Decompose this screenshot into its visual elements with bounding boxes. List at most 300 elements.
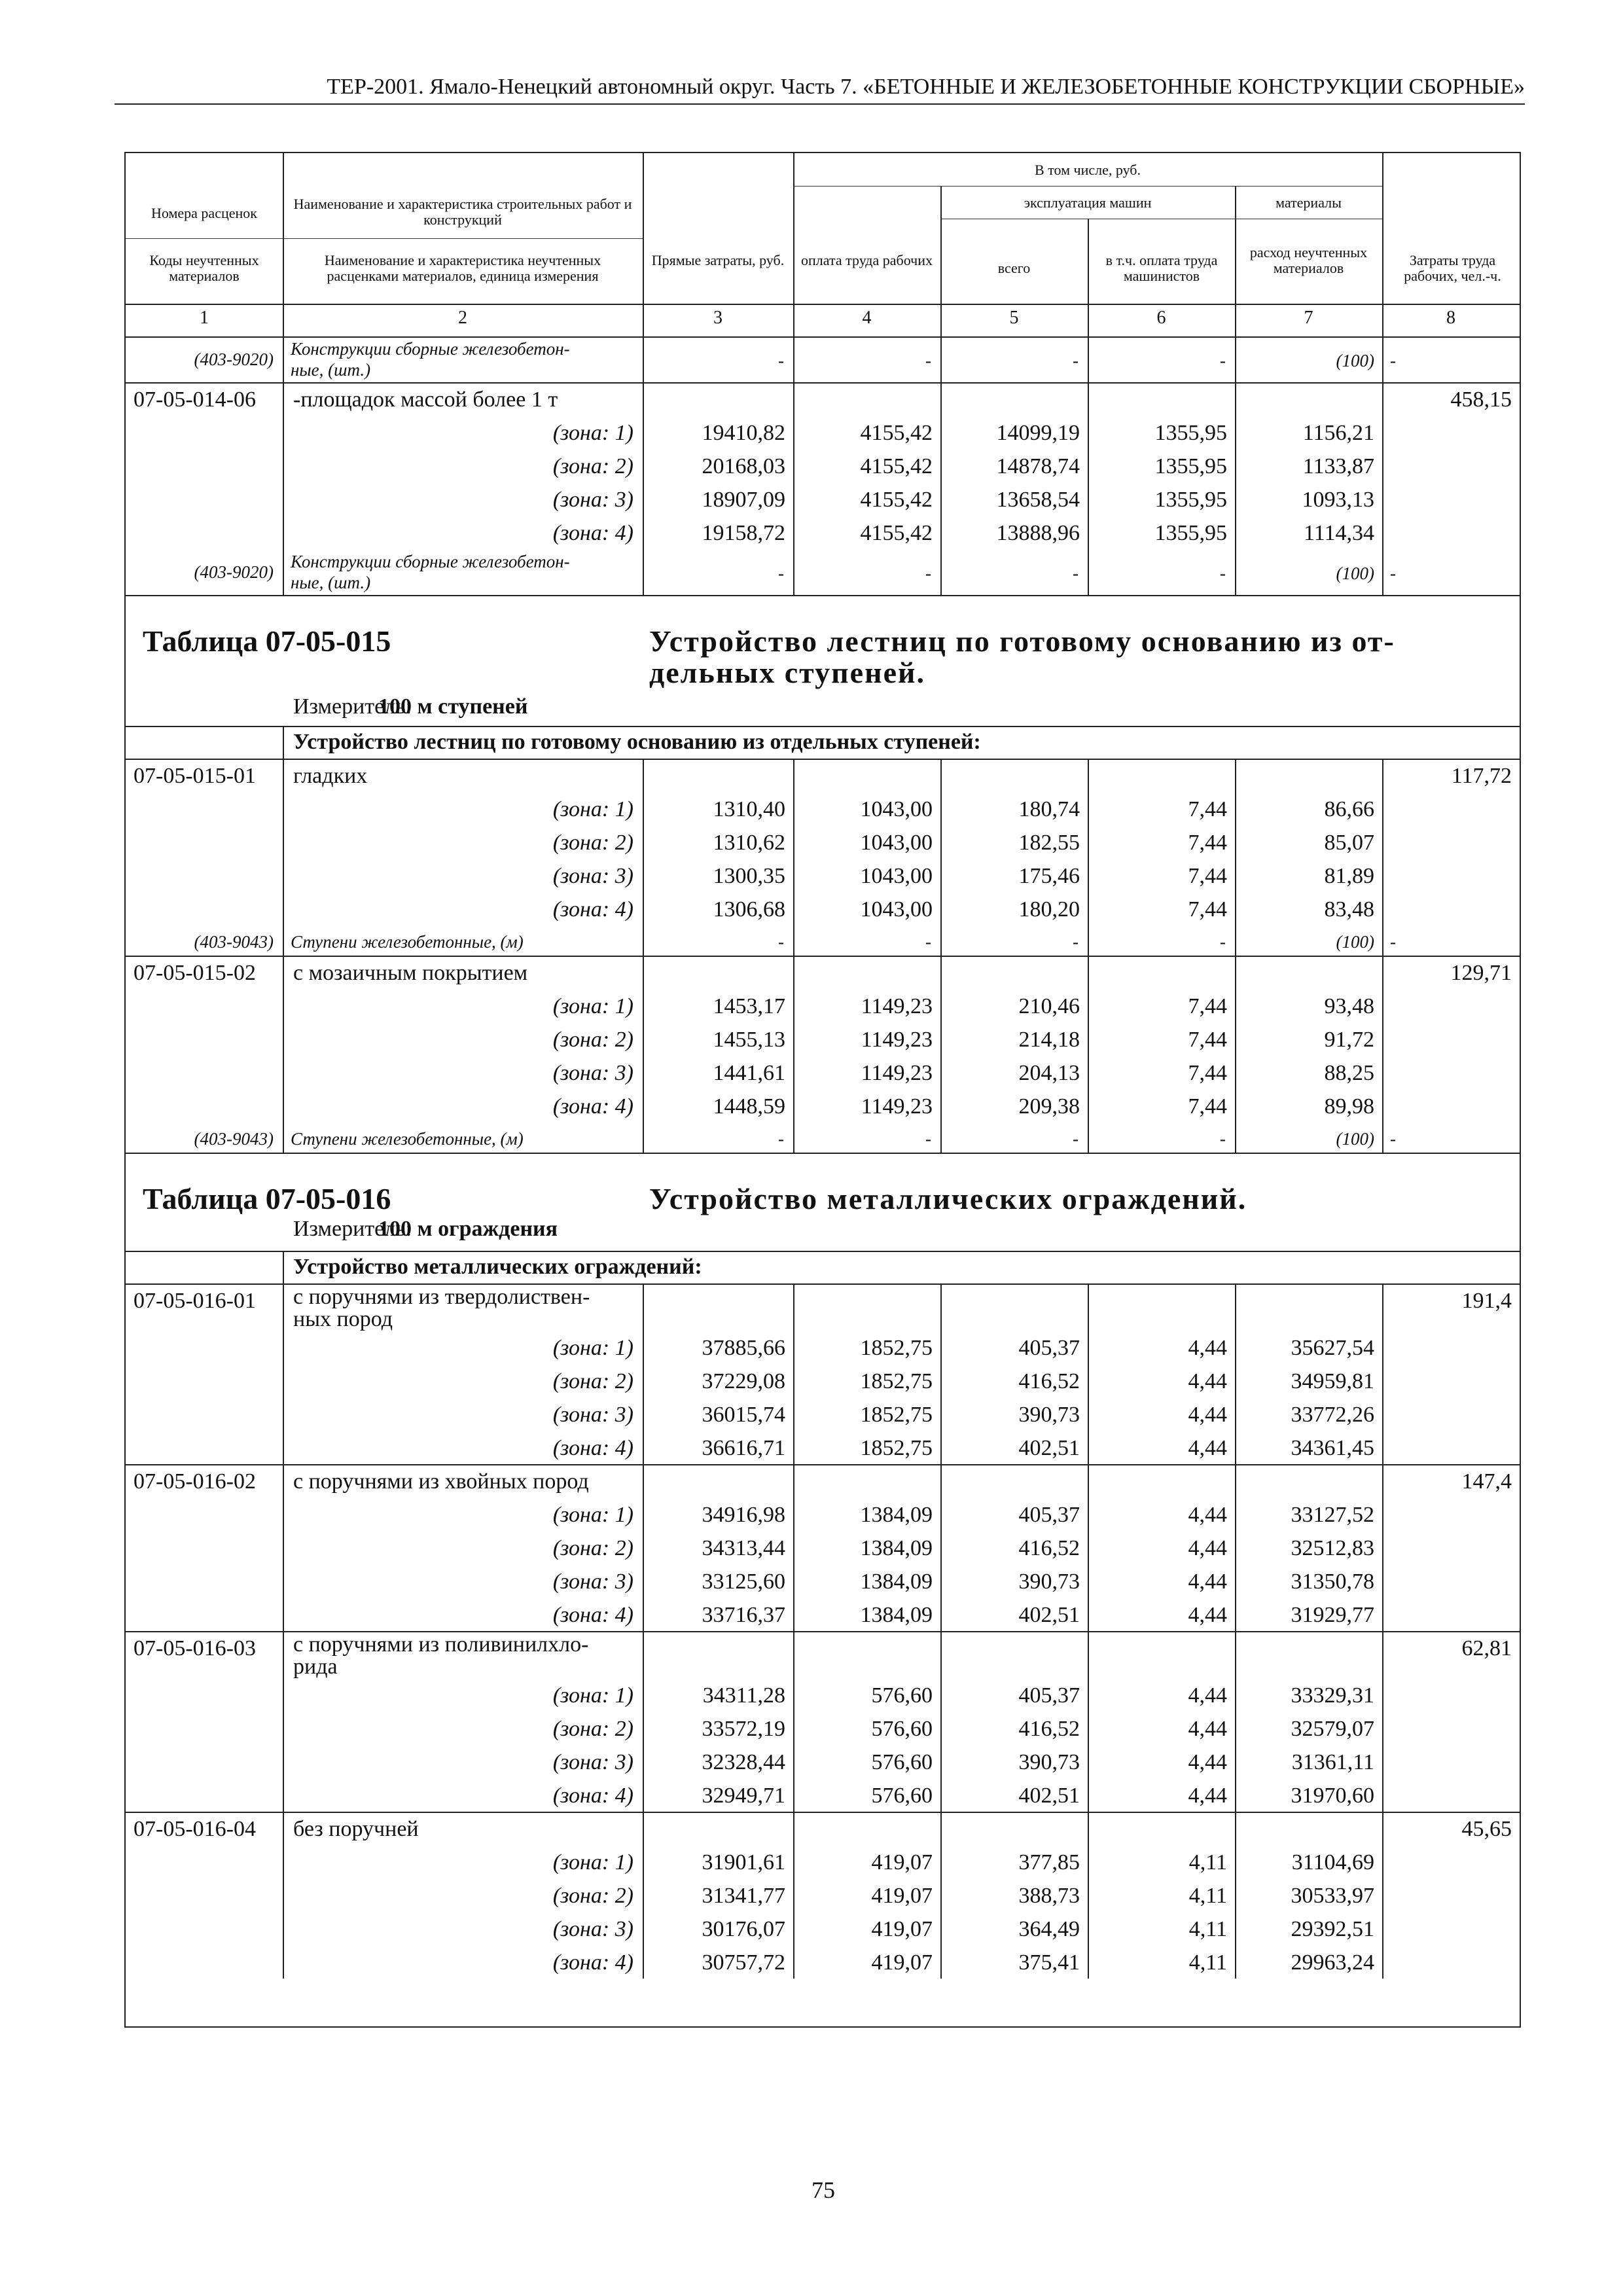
material-dash: - [1220, 351, 1226, 370]
machine-cost: 180,20 [1018, 897, 1080, 922]
column-divider [940, 956, 942, 1122]
column-divider [1088, 336, 1089, 382]
machinist-wage: 4,44 [1188, 1369, 1227, 1393]
worker-wage: 1852,75 [860, 1336, 933, 1360]
machine-cost: 388,73 [1018, 1884, 1080, 1908]
worker-wage: 1149,23 [861, 994, 933, 1018]
machine-cost: 210,46 [1018, 994, 1080, 1018]
direct-cost: 19158,72 [702, 521, 785, 545]
machine-cost: 182,55 [1018, 831, 1080, 855]
zone-label: (зона: 4) [552, 1603, 633, 1627]
material-cost: 33127,52 [1291, 1503, 1374, 1527]
material-cost: 29392,51 [1291, 1917, 1374, 1941]
material-cost: 31361,11 [1291, 1750, 1374, 1774]
column-divider [643, 956, 644, 1122]
unit-value: 100 м ступеней [378, 694, 528, 719]
column-divider [940, 1122, 942, 1153]
zone-label: (зона: 4) [552, 1094, 633, 1119]
column-divider [1235, 956, 1236, 1122]
material-dash: - [778, 1129, 784, 1149]
material-cost: 31350,78 [1291, 1570, 1374, 1594]
machine-cost: 204,13 [1018, 1061, 1080, 1085]
machinist-wage: 7,44 [1188, 1061, 1227, 1085]
running-header [115, 64, 1525, 105]
machine-cost: 416,52 [1018, 1536, 1080, 1560]
worker-wage: 576,60 [871, 1717, 933, 1741]
rate-labor: 147,4 [1461, 1469, 1512, 1494]
material-cost: 83,48 [1324, 897, 1374, 922]
zone-label: (зона: 3) [552, 1403, 633, 1427]
direct-cost: 1310,40 [713, 797, 785, 821]
machine-cost: 13888,96 [996, 521, 1080, 545]
machinist-wage: 7,44 [1188, 1094, 1227, 1119]
rate-name: рида [293, 1655, 338, 1679]
column-divider [1382, 1631, 1383, 1812]
machine-cost: 402,51 [1018, 1603, 1080, 1627]
rate-name: без поручней [293, 1817, 419, 1841]
direct-cost: 36616,71 [702, 1436, 785, 1460]
material-name: Ступени железобетонные, (м) [291, 1129, 524, 1149]
rate-top-line [126, 759, 1520, 760]
material-dash: - [1390, 351, 1396, 370]
rate-code: 07-05-015-02 [134, 961, 256, 985]
rate-code: 07-05-015-01 [134, 764, 256, 788]
machinist-wage: 1355,95 [1154, 521, 1227, 545]
column-divider [283, 1283, 284, 1464]
worker-wage: 419,07 [871, 1850, 933, 1874]
machinist-wage: 7,44 [1188, 864, 1227, 888]
direct-cost: 1453,17 [713, 994, 785, 1018]
zone-label: (зона: 2) [552, 1028, 633, 1052]
material-cost: 31104,69 [1291, 1850, 1374, 1874]
zone-label: (зона: 3) [552, 1750, 633, 1774]
column-divider [1088, 1631, 1089, 1812]
column-number: 8 [1446, 308, 1455, 328]
column-divider [643, 1122, 644, 1153]
rate-top-line [126, 1464, 1520, 1465]
material-name: ные, (шт.) [291, 360, 371, 380]
worker-wage: 4155,42 [860, 521, 933, 545]
machinist-wage: 4,44 [1188, 1336, 1227, 1360]
header-col5: всего [997, 260, 1031, 276]
zone-label: (зона: 1) [552, 994, 633, 1018]
column-divider [283, 549, 284, 595]
header-divider [793, 186, 1382, 187]
section-line [126, 726, 1520, 727]
column-number: 5 [1009, 308, 1019, 328]
material-cost: 33772,26 [1291, 1403, 1374, 1427]
column-divider [1235, 1631, 1236, 1812]
rate-labor: 458,15 [1450, 387, 1512, 412]
material-dash: - [925, 1129, 931, 1149]
zone-label: (зона: 1) [552, 1683, 633, 1708]
column-divider [1235, 1122, 1236, 1153]
rate-labor: 62,81 [1461, 1636, 1512, 1660]
material-cost: 30533,97 [1291, 1884, 1374, 1908]
column-divider [1382, 925, 1383, 956]
rate-code: 07-05-014-06 [134, 387, 256, 412]
rate-labor: 45,65 [1461, 1817, 1512, 1841]
machinist-wage: 1355,95 [1154, 454, 1227, 478]
rate-code: 07-05-016-01 [134, 1289, 256, 1313]
material-cost: 34361,45 [1291, 1436, 1374, 1460]
rate-name: с поручнями из хвойных пород [293, 1469, 589, 1494]
zone-label: (зона: 3) [552, 1570, 633, 1594]
header-machines: эксплуатация машин [1024, 194, 1152, 211]
column-divider [1382, 1464, 1383, 1631]
machinist-wage: 4,44 [1188, 1603, 1227, 1627]
column-divider [283, 956, 284, 1122]
section-line [126, 1251, 1520, 1252]
running-title: ТЕР-2001. Ямало-Ненецкий автономный округ. Часть 7. «БЕТОННЫЕ И ЖЕЛЕЗОБЕТОННЫЕ КОНСТРУКЦИИ СБОРНЫЕ» [327, 75, 1525, 99]
material-cost: 32579,07 [1291, 1717, 1374, 1741]
material-cost: 1114,34 [1304, 521, 1374, 545]
rate-code: 07-05-016-03 [134, 1636, 256, 1660]
column-divider [643, 1464, 644, 1631]
column-divider [1382, 1283, 1383, 1464]
column-divider [793, 925, 794, 956]
rate-name: с поручнями из твердолиствен- [293, 1285, 590, 1309]
zone-label: (зона: 3) [552, 488, 633, 512]
column-divider [1235, 1283, 1236, 1464]
machine-cost: 214,18 [1018, 1028, 1080, 1052]
machine-cost: 416,52 [1018, 1369, 1080, 1393]
material-dash: - [1220, 564, 1226, 583]
machine-cost: 375,41 [1018, 1950, 1080, 1975]
column-divider [283, 925, 284, 956]
zone-label: (зона: 2) [552, 1884, 633, 1908]
column-divider [793, 549, 794, 595]
column-divider [1088, 549, 1089, 595]
rate-code: 07-05-016-02 [134, 1469, 256, 1494]
material-code: (403-9043) [194, 1129, 274, 1149]
worker-wage: 4155,42 [860, 421, 933, 445]
column-divider [283, 1812, 284, 1979]
material-dash: - [778, 564, 784, 583]
column-divider [643, 1283, 644, 1464]
machinist-wage: 7,44 [1188, 994, 1227, 1018]
column-divider [1235, 382, 1236, 549]
section-heading: Устройство металлических ограждений: [293, 1255, 702, 1279]
unit-prefix: Измеритель: [293, 1217, 412, 1241]
machinist-wage: 4,44 [1188, 1683, 1227, 1708]
column-divider [1088, 219, 1089, 304]
material-name: Конструкции сборные железобетон- [291, 339, 570, 359]
column-divider [1382, 956, 1383, 1122]
table-title: Устройство лестниц по готовому основанию из от- [649, 624, 1395, 658]
material-dash: - [1073, 351, 1079, 370]
unit-value: 100 м ограждения [378, 1217, 558, 1241]
column-divider [643, 336, 644, 382]
rate-top-line [126, 1812, 1520, 1813]
material-cost: 35627,54 [1291, 1336, 1374, 1360]
zone-label: (зона: 4) [552, 521, 633, 545]
machinist-wage: 1355,95 [1154, 488, 1227, 512]
machinist-wage: 7,44 [1188, 831, 1227, 855]
machine-cost: 14099,19 [996, 421, 1080, 445]
material-dash: - [778, 351, 784, 370]
material-cost: 33329,31 [1291, 1683, 1374, 1708]
column-divider [940, 1812, 942, 1979]
zone-label: (зона: 2) [552, 1717, 633, 1741]
zone-label: (зона: 3) [552, 864, 633, 888]
worker-wage: 1149,23 [861, 1028, 933, 1052]
material-cost: 86,66 [1324, 797, 1374, 821]
material-dash: - [925, 932, 931, 952]
column-divider [283, 1631, 284, 1812]
column-divider [793, 759, 794, 925]
worker-wage: 1149,23 [861, 1061, 933, 1085]
material-dash: - [1220, 932, 1226, 952]
material-cost: 88,25 [1324, 1061, 1374, 1085]
column-divider [940, 759, 942, 925]
zone-label: (зона: 4) [552, 1784, 633, 1808]
machine-cost: 405,37 [1018, 1683, 1080, 1708]
material-cost: 32512,83 [1291, 1536, 1374, 1560]
rate-name: -площадок массой более 1 т [293, 387, 558, 412]
material-code: (403-9043) [194, 932, 274, 952]
zone-label: (зона: 3) [552, 1061, 633, 1085]
header-col7: расход неучтенных материалов [1249, 244, 1368, 276]
rate-labor: 117,72 [1451, 764, 1512, 788]
worker-wage: 576,60 [871, 1750, 933, 1774]
material-cost: 34959,81 [1291, 1369, 1374, 1393]
material-cost: 1133,87 [1302, 454, 1374, 478]
column-divider [793, 382, 794, 549]
material-cost: 31929,77 [1291, 1603, 1374, 1627]
material-cost: 93,48 [1324, 994, 1374, 1018]
material-qty: (100) [1336, 351, 1374, 370]
machinist-wage: 4,44 [1188, 1536, 1227, 1560]
worker-wage: 1043,00 [860, 831, 933, 855]
material-cost: 91,72 [1324, 1028, 1374, 1052]
machine-cost: 209,38 [1018, 1094, 1080, 1119]
column-divider [793, 1812, 794, 1979]
direct-cost: 1448,59 [713, 1094, 785, 1119]
section-line [126, 1153, 1520, 1154]
machinist-wage: 1355,95 [1154, 421, 1227, 445]
machine-cost: 364,49 [1018, 1917, 1080, 1941]
direct-cost: 32949,71 [702, 1784, 785, 1808]
column-divider [1382, 1122, 1383, 1153]
rate-labor: 129,71 [1450, 961, 1512, 985]
direct-cost: 1441,61 [713, 1061, 785, 1085]
worker-wage: 576,60 [871, 1784, 933, 1808]
column-divider [1382, 759, 1383, 925]
machinist-wage: 4,11 [1188, 1850, 1227, 1874]
material-dash: - [1390, 1129, 1396, 1149]
column-divider [1088, 1812, 1089, 1979]
column-divider [793, 1283, 794, 1464]
material-name: Конструкции сборные железобетон- [291, 552, 570, 571]
column-divider [643, 549, 644, 595]
material-qty: (100) [1336, 1129, 1374, 1149]
worker-wage: 1149,23 [861, 1094, 933, 1119]
direct-cost: 19410,82 [702, 421, 785, 445]
worker-wage: 1384,09 [860, 1503, 933, 1527]
direct-cost: 36015,74 [702, 1403, 785, 1427]
column-divider [940, 549, 942, 595]
material-dash: - [1073, 564, 1079, 583]
header-col2-top: Наименование и характеристика строительных работ и конструкций [293, 196, 632, 228]
column-divider [1235, 549, 1236, 595]
direct-cost: 1306,68 [713, 897, 785, 922]
header-col1-bottom: Коды неучтенных материалов [149, 252, 259, 284]
direct-cost: 34313,44 [702, 1536, 785, 1560]
machinist-wage: 4,44 [1188, 1503, 1227, 1527]
machinist-wage: 4,44 [1188, 1717, 1227, 1741]
rate-name: гладких [293, 764, 368, 788]
column-number: 3 [713, 308, 722, 328]
zone-label: (зона: 1) [552, 797, 633, 821]
column-divider [643, 925, 644, 956]
column-divider [940, 336, 942, 382]
machinist-wage: 7,44 [1188, 797, 1227, 821]
zone-label: (зона: 2) [552, 1369, 633, 1393]
header-divider [126, 238, 643, 239]
column-divider [940, 925, 942, 956]
direct-cost: 1310,62 [713, 831, 785, 855]
direct-cost: 37885,66 [702, 1336, 785, 1360]
worker-wage: 1384,09 [860, 1570, 933, 1594]
zone-label: (зона: 4) [552, 897, 633, 922]
column-divider [643, 1812, 644, 1979]
zone-label: (зона: 4) [552, 1436, 633, 1460]
header-col8: Затраты труда рабочих, чел.-ч. [1404, 252, 1501, 284]
material-name: Ступени железобетонные, (м) [291, 932, 524, 952]
column-divider [940, 1631, 942, 1812]
column-divider [1382, 382, 1383, 549]
header-col3: Прямые затраты, руб. [651, 252, 785, 268]
material-dash: - [925, 351, 931, 370]
machine-cost: 175,46 [1018, 864, 1080, 888]
header-bottom-line [126, 304, 1520, 305]
section-line [126, 595, 1520, 596]
material-cost: 81,89 [1324, 864, 1374, 888]
worker-wage: 419,07 [871, 1950, 933, 1975]
rate-top-line [126, 382, 1520, 384]
direct-cost: 32328,44 [702, 1750, 785, 1774]
machinist-wage: 7,44 [1188, 897, 1227, 922]
table-label: Таблица 07-05-016 [143, 1182, 391, 1215]
machinist-wage: 4,11 [1188, 1917, 1227, 1941]
column-divider [1088, 759, 1089, 925]
direct-cost: 31901,61 [702, 1850, 785, 1874]
rate-name: с поручнями из поливинилхло- [293, 1632, 589, 1657]
column-divider [793, 956, 794, 1122]
material-dash: - [925, 564, 931, 583]
direct-cost: 33125,60 [702, 1570, 785, 1594]
machine-cost: 390,73 [1018, 1403, 1080, 1427]
header-materials: материалы [1275, 194, 1342, 211]
machinist-wage: 4,44 [1188, 1436, 1227, 1460]
direct-cost: 34311,28 [702, 1683, 785, 1708]
column-divider [940, 1283, 942, 1464]
machinist-wage: 4,44 [1188, 1570, 1227, 1594]
column-divider [1088, 1122, 1089, 1153]
zone-label: (зона: 1) [552, 1503, 633, 1527]
material-dash: - [1390, 932, 1396, 952]
column-divider [283, 726, 284, 759]
column-divider [1235, 1812, 1236, 1979]
column-number-line [126, 336, 1520, 338]
direct-cost: 1300,35 [713, 864, 785, 888]
column-divider [1088, 956, 1089, 1122]
direct-cost: 34916,98 [702, 1503, 785, 1527]
machinist-wage: 4,44 [1188, 1403, 1227, 1427]
unit-prefix: Измеритель: [293, 694, 412, 719]
column-number: 6 [1156, 308, 1166, 328]
direct-cost: 18907,09 [702, 488, 785, 512]
direct-cost: 20168,03 [702, 454, 785, 478]
price-table [124, 152, 1521, 2028]
material-dash: - [1073, 932, 1079, 952]
column-divider [283, 1464, 284, 1631]
column-divider [643, 759, 644, 925]
zone-label: (зона: 1) [552, 1850, 633, 1874]
machinist-wage: 4,44 [1188, 1784, 1227, 1808]
column-number: 7 [1304, 308, 1313, 328]
column-divider [283, 759, 284, 925]
direct-cost: 30757,72 [702, 1950, 785, 1975]
header-col2-bottom: Наименование и характеристика неучтенных расценками материалов, единица измерения [324, 252, 601, 284]
zone-label: (зона: 4) [552, 1950, 633, 1975]
worker-wage: 1043,00 [860, 797, 933, 821]
machinist-wage: 4,11 [1188, 1884, 1227, 1908]
material-dash: - [1073, 1129, 1079, 1149]
material-name: ные, (шт.) [291, 573, 371, 592]
machine-cost: 416,52 [1018, 1717, 1080, 1741]
column-divider [643, 382, 644, 549]
worker-wage: 1384,09 [860, 1536, 933, 1560]
worker-wage: 576,60 [871, 1683, 933, 1708]
worker-wage: 1043,00 [860, 897, 933, 922]
column-divider [283, 153, 284, 304]
rate-code: 07-05-016-04 [134, 1817, 256, 1841]
direct-cost: 30176,07 [702, 1917, 785, 1941]
worker-wage: 1852,75 [860, 1436, 933, 1460]
material-dash: - [1390, 564, 1396, 583]
header-col6: в т.ч. оплата труда машинистов [1105, 252, 1218, 284]
header-incl: В том числе, руб. [1035, 162, 1141, 178]
direct-cost: 33716,37 [702, 1603, 785, 1627]
table-label: Таблица 07-05-015 [143, 624, 391, 658]
machinist-wage: 4,11 [1188, 1950, 1227, 1975]
material-dash: - [778, 932, 784, 952]
column-divider [793, 336, 794, 382]
zone-label: (зона: 2) [552, 454, 633, 478]
machine-cost: 402,51 [1018, 1784, 1080, 1808]
zone-label: (зона: 1) [552, 1336, 633, 1360]
material-code: (403-9020) [194, 350, 274, 369]
material-cost: 89,98 [1324, 1094, 1374, 1119]
column-number: 2 [458, 308, 467, 328]
worker-wage: 4155,42 [860, 454, 933, 478]
machinist-wage: 7,44 [1188, 1028, 1227, 1052]
zone-label: (зона: 3) [552, 1917, 633, 1941]
column-divider [793, 1464, 794, 1631]
machine-cost: 180,74 [1018, 797, 1080, 821]
material-dash: - [1220, 1129, 1226, 1149]
direct-cost: 37229,08 [702, 1369, 785, 1393]
column-divider [643, 1631, 644, 1812]
machine-cost: 405,37 [1018, 1336, 1080, 1360]
worker-wage: 419,07 [871, 1884, 933, 1908]
column-divider [1235, 1464, 1236, 1631]
column-divider [283, 382, 284, 549]
worker-wage: 419,07 [871, 1917, 933, 1941]
column-divider [940, 1464, 942, 1631]
